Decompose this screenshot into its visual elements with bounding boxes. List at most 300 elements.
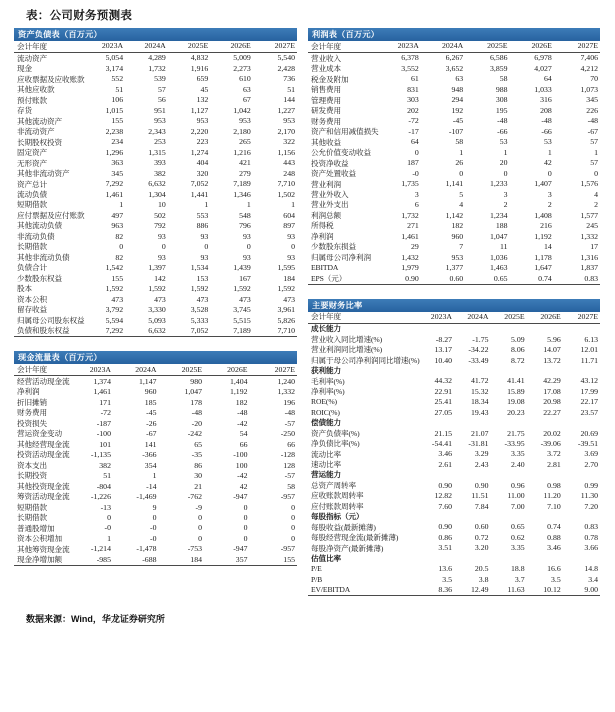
balance-sheet-body [14,41,297,337]
row-value: 93 [200,252,209,262]
row-label: 负债合计 [17,263,47,273]
row-value: 6,378 [401,53,419,63]
income-statement-body [308,41,600,284]
row-value: 93 [243,252,251,262]
table-row [14,106,297,116]
row-value: 42 [544,158,552,168]
table-row [308,574,600,584]
row-value: 253 [154,137,166,147]
row-label: 折旧摊销 [17,397,47,407]
balance-sheet-block [14,28,297,337]
column-header-year: 2024A [423,41,467,53]
row-value: 1 [547,147,552,157]
row-value: 1,227 [277,105,295,115]
row-value [565,366,600,376]
row-value: 0.83 [556,273,600,284]
row-label: 投资净收益 [311,158,349,168]
row-value: 0 [198,513,202,522]
row-value: 64 [411,137,419,147]
row-value: 57 [157,84,166,94]
row-value: 7,292 [84,326,127,337]
row-value: 1,441 [190,189,209,199]
row-value: 7,406 [580,53,598,63]
row-value: 63 [455,74,464,84]
row-value: -72 [100,408,111,418]
row-value: 2,220 [190,126,209,136]
row-value: 354 [144,460,157,470]
row-label: 应收票据及应收账款 [17,74,85,84]
row-label: 管理费用 [311,95,341,105]
ratios-heading: 主要财务比率 [308,299,600,312]
row-value: 93 [157,252,166,262]
row-value [565,512,600,522]
row-value: 1,047 [489,231,508,241]
table-row [14,326,297,337]
table-row [14,64,297,74]
table-row [14,210,297,220]
row-value: 22.17 [580,397,598,407]
table-row [308,386,600,396]
row-value: 1,461 [401,231,419,241]
row-value: -48 [587,116,598,126]
row-value: -39.51 [577,439,598,448]
row-value [456,418,493,428]
row-label: 偿债能力 [311,418,341,428]
row-value: 1,542 [105,263,124,273]
table-row [308,355,600,365]
row-value: 21.15 [434,428,453,438]
table-row [308,554,600,564]
row-label: 长期投资 [17,471,47,481]
row-label: 投资损失 [17,418,47,428]
row-value: 142 [154,273,166,283]
row-value: 831 [407,84,419,94]
row-value: 792 [154,221,166,231]
row-value: 357 [206,555,252,566]
row-value [565,554,600,564]
row-value: 5,826 [277,315,295,325]
row-label: 税金及附加 [311,74,349,84]
row-value: 0.62 [511,532,525,542]
row-label: 其他经营现金流 [17,439,70,449]
row-value: 0 [161,242,166,252]
column-header-year: 2024A [115,364,161,376]
table-row [308,273,600,284]
row-value: 0 [246,242,251,252]
row-value: 4,289 [148,53,166,63]
table-row [14,502,297,512]
column-header-year: 2026E [512,41,556,53]
table-row [308,334,600,344]
row-value: 8.36 [420,585,457,596]
row-value: 1,332 [277,387,295,397]
row-label: 营业利润 [311,179,341,189]
row-value: -34.22 [468,345,489,355]
row-label: 普通股增加 [17,523,55,533]
row-value: 53 [499,137,508,147]
row-value: 0.90 [438,480,453,490]
row-value: 155 [111,116,124,126]
row-label: 少数股东损益 [311,242,356,252]
row-value: 0.65 [511,522,525,532]
row-value: 3.51 [438,543,453,553]
row-value: 18.34 [471,397,489,407]
row-value: 20.69 [580,428,598,438]
table-row [14,387,297,397]
row-value: 0 [594,168,598,178]
income-statement-block [308,28,600,285]
row-value: 3 [503,189,508,199]
row-value: 45 [200,84,209,94]
row-value: 1 [152,471,157,481]
table-row [308,179,600,189]
row-value: 185 [144,397,157,407]
table-row [14,397,297,407]
row-value [493,470,529,480]
table-row [308,189,600,199]
row-label: 股本 [17,284,32,294]
row-value [493,554,529,564]
row-value: 20.23 [507,407,525,417]
row-value: 279 [239,168,251,178]
row-value: -9 [195,502,202,512]
row-value [493,512,529,522]
row-value: 1,432 [401,252,419,262]
cash-flow-block [14,351,297,566]
row-value: 473 [196,294,209,304]
row-value: 11.71 [580,355,598,365]
row-value: 0.96 [511,480,525,490]
row-value: 2 [547,200,552,210]
row-value: 308 [495,95,508,105]
table-row [14,315,297,325]
row-label: 流动资产 [17,53,47,63]
row-label: 净负债比率(%) [311,439,360,449]
row-value: 192 [451,105,464,115]
column-header-year: 2027E [252,364,298,376]
row-value: 3.5 [442,574,453,584]
row-value: 17.08 [543,386,561,396]
row-value: -14 [146,481,157,491]
row-value: 0.83 [584,522,598,532]
row-label: 营业外收入 [311,189,349,199]
row-value: 1,461 [105,189,124,199]
row-value: 11.51 [471,491,489,501]
row-value: 5,333 [190,315,209,325]
column-header-year: 2023A [378,41,422,53]
row-value: 604 [283,210,295,220]
row-value: -957 [280,492,295,502]
row-value: 497 [111,210,124,220]
row-value: 7,710 [255,326,297,337]
row-value: 1,592 [233,284,251,294]
row-value: 0.90 [438,522,453,532]
row-value: 0.74 [512,273,556,284]
row-value: 66 [287,439,295,449]
row-value: 106 [111,95,124,105]
row-value: 4,832 [190,53,209,63]
row-label: 总资产周转率 [311,480,356,490]
row-value: 886 [196,221,209,231]
row-label: 筹资活动现金流 [17,492,70,502]
row-label: 每股指标（元） [311,512,364,522]
row-value: -54.41 [431,439,453,448]
table-row [14,74,297,84]
row-value: 51 [115,84,124,94]
row-value: 184 [283,273,295,283]
balance-sheet-table [14,41,297,337]
row-value [565,470,600,480]
row-value: 953 [283,116,295,126]
row-label: 其他流动资产 [17,116,62,126]
table-row [14,460,297,470]
row-value: 3,961 [277,305,295,315]
table-row [14,492,297,502]
row-label: 营业收入 [311,53,341,63]
row-value: -45 [452,116,464,126]
row-value: -1.75 [472,334,489,344]
row-value: 202 [407,105,419,115]
row-value: 12.01 [580,345,598,355]
row-value: 7.00 [511,501,525,511]
row-value: -957 [280,544,295,554]
income-statement-heading: 利润表（百万元） [308,28,600,41]
row-label: 营业收入同比增速(%) [311,334,383,344]
row-value: 1,274 [190,147,209,157]
row-value: 5,515 [233,315,251,325]
column-header-year: 2024A [456,312,493,324]
column-header-year: 2023A [420,312,457,324]
row-value: 6.13 [584,334,598,344]
column-header-year: 2026E [206,364,252,376]
row-label: 速动比率 [311,460,341,470]
column-header-year: 2025E [493,312,529,324]
row-label: 资产和信用减值损失 [311,127,379,137]
row-value: 1,141 [445,179,464,189]
row-value: 3,652 [445,63,464,73]
row-value: 1,595 [277,263,295,273]
row-value: 8.72 [511,355,525,365]
row-label: 估值比率 [311,553,341,563]
table-row [14,231,297,241]
row-label: 营业成本 [311,64,341,74]
row-value: 1,439 [233,263,251,273]
row-value: 155 [252,555,298,566]
row-value: 1 [459,147,464,157]
row-value: 5,093 [148,315,166,325]
row-value [456,512,493,522]
row-value: -187 [96,418,111,428]
row-value: 988 [495,84,508,94]
row-value: 1,577 [580,210,598,220]
table-row [14,513,297,523]
row-value: 3.72 [547,449,561,459]
row-value: 2.61 [438,459,453,469]
row-value: 0.65 [467,273,511,284]
row-value: -48 [237,408,248,418]
row-label: 每股经营现金流(最新摊薄) [311,533,399,543]
row-value: 443 [283,158,295,168]
row-value: 1,015 [105,105,124,115]
row-value: 64 [544,74,552,84]
row-value: 0 [291,533,295,543]
row-value: 182 [451,221,464,231]
table-row [14,273,297,283]
row-value: 473 [283,294,295,304]
row-value: 25.41 [434,397,453,407]
row-label: EBITDA [311,263,339,273]
table-row [14,284,297,294]
row-label: 现金 [17,64,32,74]
row-label: EPS（元） [308,273,378,284]
table-row [14,418,297,428]
row-value: 153 [196,273,209,283]
row-value: -100 [96,429,111,439]
row-value: 128 [283,460,295,470]
row-value: 2.81 [547,459,561,469]
row-value: 11.30 [580,491,598,501]
row-value: 1,240 [277,376,295,386]
column-header-year: 2027E [255,41,297,53]
table-row [308,168,600,178]
row-value: 3.29 [474,449,489,459]
row-value: 2.70 [584,459,598,469]
row-label: 资产总计 [17,179,47,189]
row-value: 8.06 [511,345,525,355]
row-value: 26 [455,158,464,168]
row-value: 1,732 [148,63,166,73]
table-row [308,585,600,596]
row-value: 345 [586,95,598,105]
row-value: 736 [283,74,295,84]
row-label: 其他非流动负债 [17,252,70,262]
row-value: 4,212 [580,63,598,73]
row-value: 6,978 [534,53,552,63]
row-label: 流动负债 [17,189,47,199]
row-label: 利润总额 [311,210,341,220]
row-value: 1,216 [233,147,251,157]
row-label: 成长能力 [311,324,341,334]
row-value: 1 [246,200,251,210]
row-value: 15.89 [507,386,525,396]
row-label: 营业外支出 [311,200,349,210]
table-row [308,533,600,543]
table-row [14,408,297,418]
row-value: 93 [287,231,295,241]
row-value: 363 [111,158,124,168]
row-label: 固定资产 [17,148,47,158]
row-value: 1,192 [534,231,552,241]
table-row [308,53,600,64]
row-value: 3.8 [478,574,489,584]
row-value: -66 [541,126,552,136]
table-row [14,450,297,460]
row-value: 3.20 [474,543,489,553]
row-value: 0.78 [584,532,598,542]
row-value: 953 [196,116,209,126]
row-value: 1 [119,200,124,210]
row-value: 0 [243,513,248,522]
row-label: 预付账款 [17,95,47,105]
row-value: 0 [107,513,111,522]
row-value: 58 [455,137,464,147]
row-value: 960 [144,387,157,397]
table-row [308,221,600,231]
table-row [308,210,600,220]
row-value: 178 [190,397,202,407]
row-value: 1,979 [401,263,419,273]
row-value: -17 [408,126,419,136]
row-value: 56 [157,95,166,105]
row-value: 1,073 [580,84,598,94]
row-value: 0 [198,523,202,533]
row-value: 23.57 [580,407,598,417]
row-label: 少数股东权益 [17,273,62,283]
table-row [308,148,600,158]
row-value: 155 [111,273,124,283]
row-value: 1,408 [534,210,552,220]
row-value: 1 [291,200,295,210]
table-row [14,294,297,304]
row-value: 2,343 [148,126,166,136]
row-value: 1,397 [148,263,166,273]
column-header-period: 会计年度 [308,41,378,53]
table-row [308,418,600,428]
column-header-period: 会计年度 [14,41,84,53]
row-value: 132 [196,95,209,105]
row-value: -42 [237,471,248,481]
row-value: 216 [540,221,552,231]
table-row [14,242,297,252]
row-value: -947 [233,544,248,554]
row-value: -250 [280,429,295,439]
row-value: 0 [291,502,295,512]
row-label: 净利润 [17,387,40,397]
row-value: 1,374 [93,376,111,386]
row-label: 资产负债率(%) [311,428,360,438]
row-value: 187 [407,158,419,168]
row-value: 67 [243,95,251,105]
table-header-row [308,312,600,324]
row-value: 53 [544,137,552,147]
row-value: 245 [586,221,598,231]
row-value: 54 [239,429,248,439]
row-value: 93 [200,231,209,241]
row-value: 63 [243,84,251,94]
table-row [308,252,600,262]
row-value: 0 [152,513,157,522]
row-value: 2.40 [511,459,525,469]
table-row [14,148,297,158]
row-value: 953 [451,252,464,262]
row-value: 223 [196,137,209,147]
table-row [308,231,600,241]
row-value: 539 [154,74,166,84]
row-label: 获利能力 [311,366,341,376]
row-value: 265 [239,137,251,147]
table-row [14,158,297,168]
row-label: 无形资产 [17,158,47,168]
row-value [420,418,457,428]
row-value: 93 [287,252,295,262]
row-value: 6 [414,200,419,210]
row-value: 13.72 [543,355,561,365]
row-value [420,323,457,334]
row-value: 1,042 [233,105,251,115]
row-value: 3 [414,189,419,199]
table-row [308,522,600,532]
row-value: 0.60 [474,522,489,532]
